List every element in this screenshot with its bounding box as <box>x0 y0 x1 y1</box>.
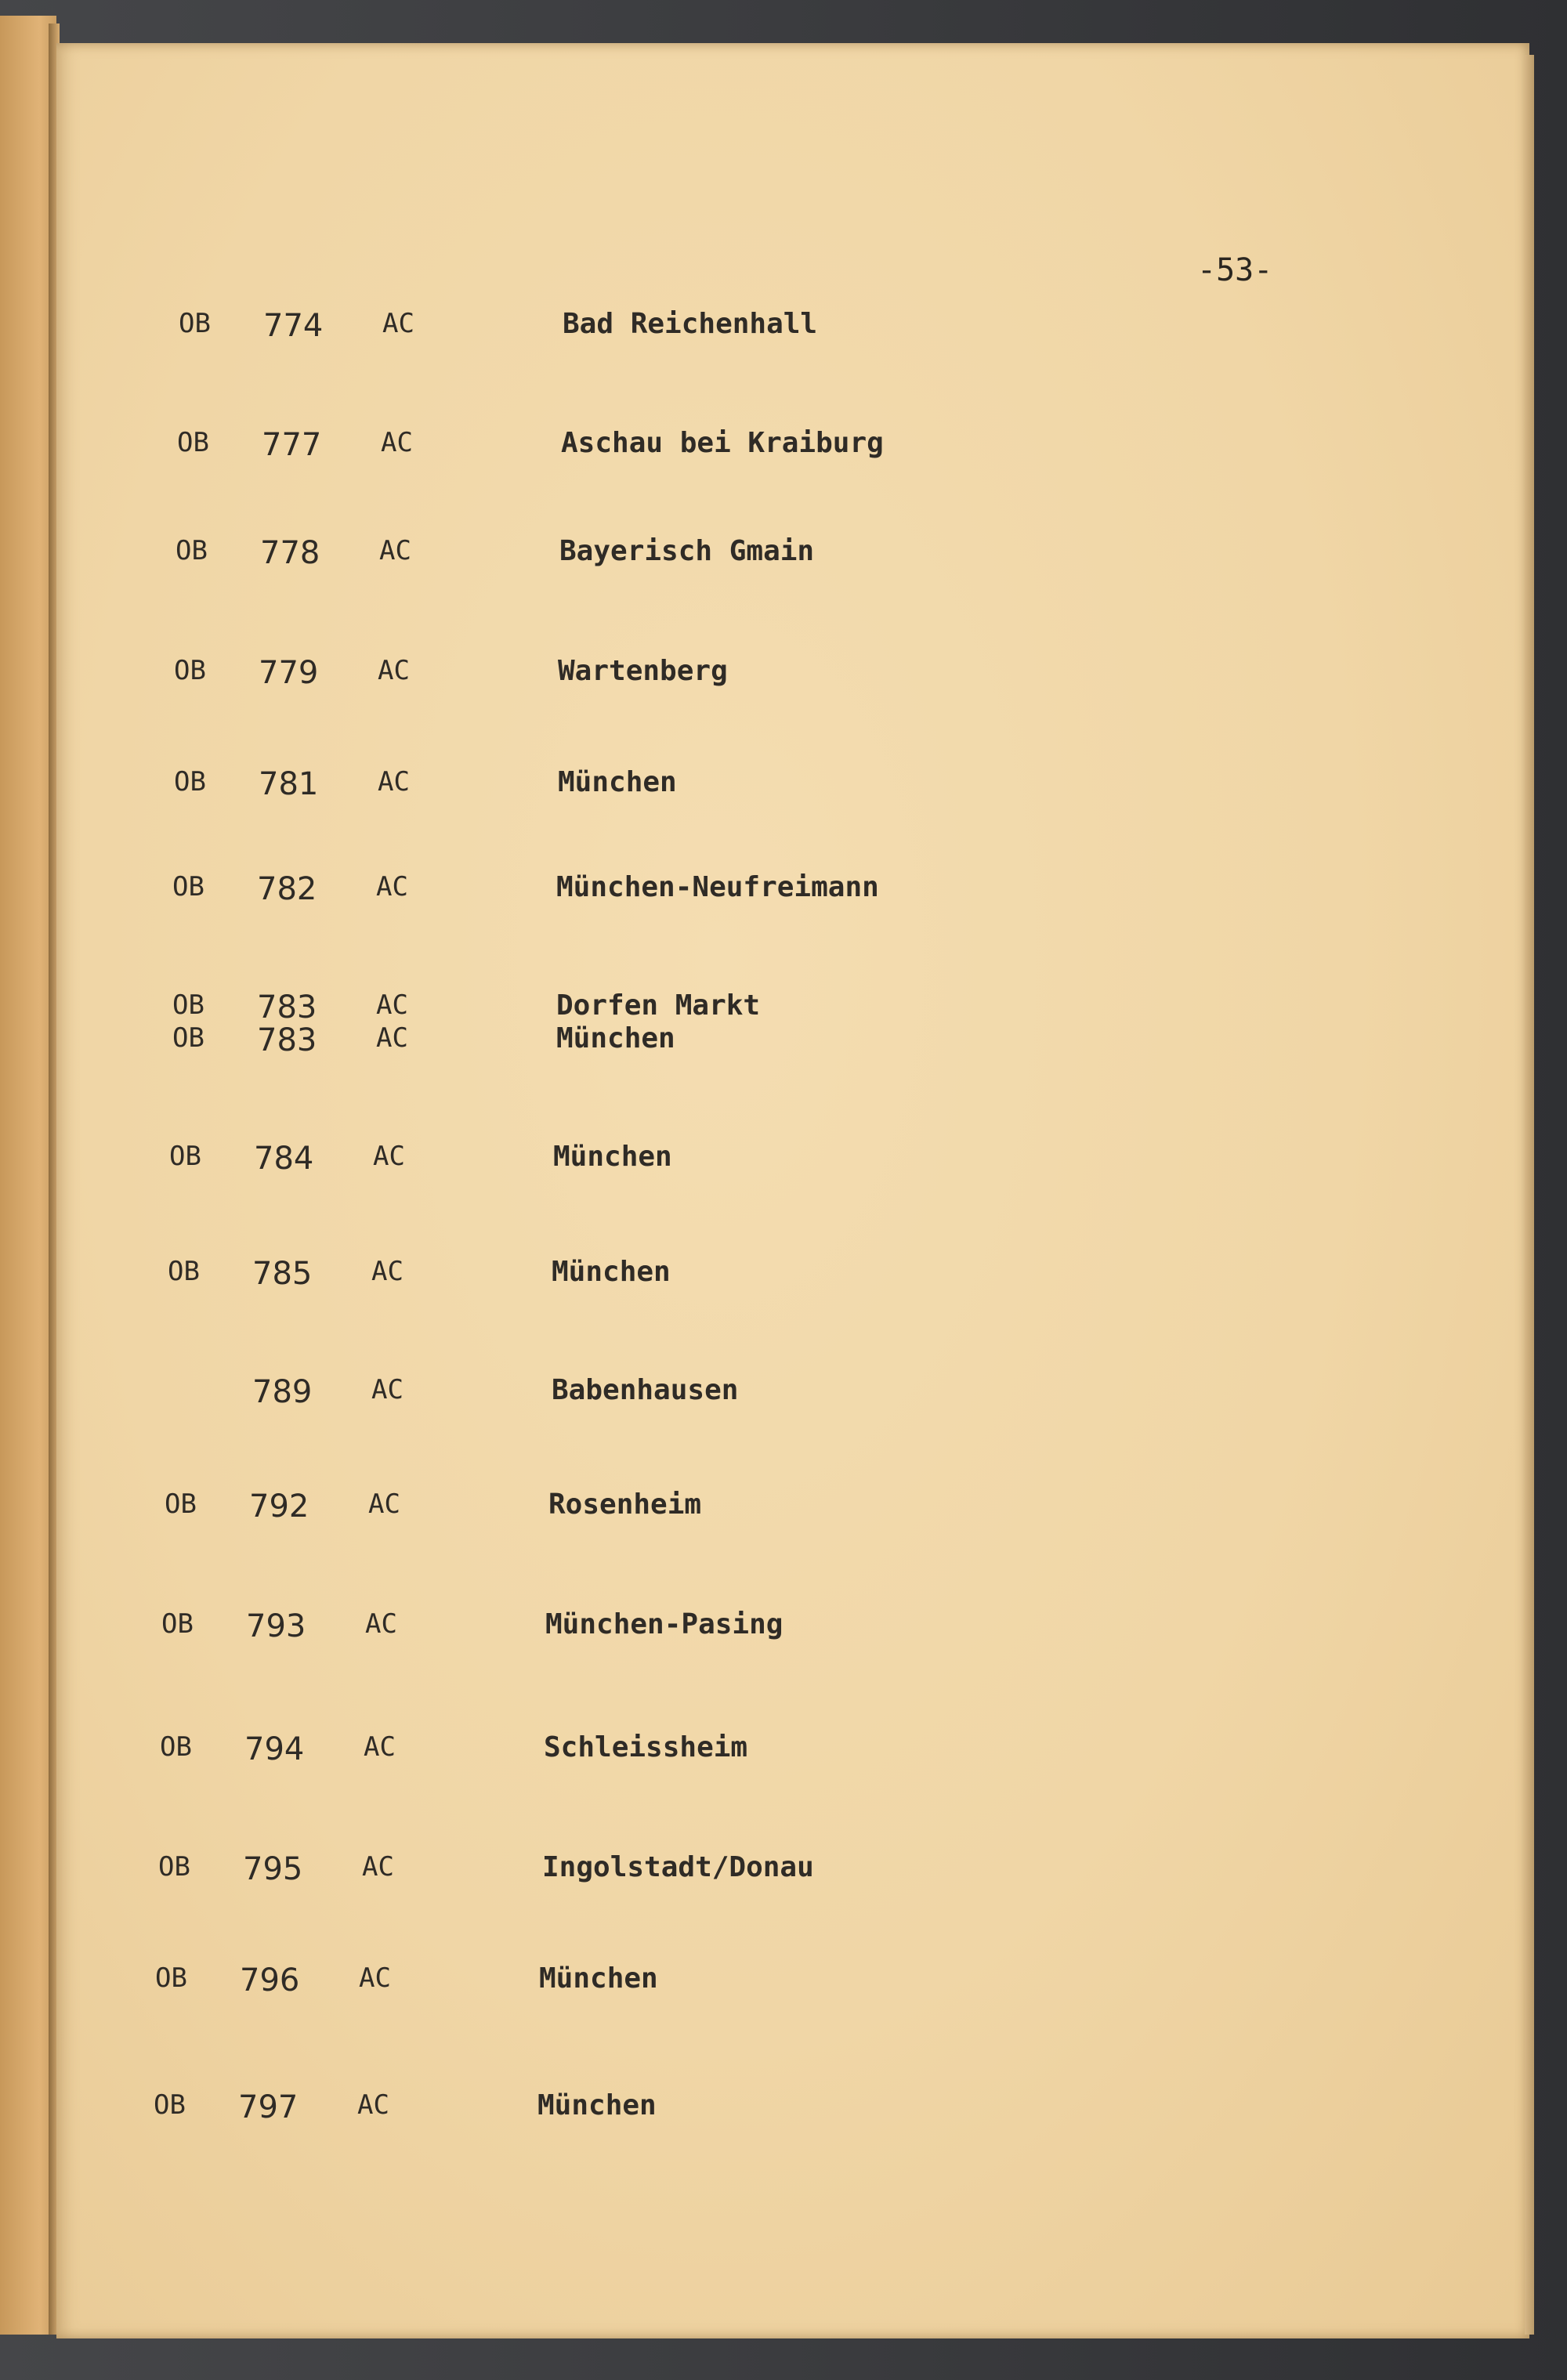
entry-row <box>172 1022 1191 1062</box>
entry-number: 778 <box>260 535 320 571</box>
entry-number: 784 <box>254 1141 314 1177</box>
region-code: OB <box>160 1731 192 1763</box>
entry-row <box>161 1608 1180 1648</box>
type-code: AC <box>359 1962 391 1994</box>
place-name: Ingolstadt/Donau <box>542 1851 814 1883</box>
type-code: AC <box>357 2089 389 2121</box>
region-code: OB <box>169 1141 201 1172</box>
type-code: AC <box>368 1488 400 1520</box>
entry-number: 785 <box>252 1256 313 1292</box>
entry-number: 793 <box>246 1608 306 1644</box>
type-code: AC <box>371 1256 404 1287</box>
type-code: AC <box>376 989 408 1021</box>
type-code: AC <box>381 427 413 458</box>
entry-number: 792 <box>249 1488 309 1525</box>
place-name: Dorfen Markt <box>556 989 761 1022</box>
entry-number: 794 <box>244 1731 305 1767</box>
entry-row <box>155 1962 1174 2002</box>
region-code: OB <box>176 535 208 566</box>
region-code: OB <box>177 427 209 458</box>
entry-number: 783 <box>257 989 317 1025</box>
place-name: Aschau bei Kraiburg <box>561 427 884 459</box>
entry-row <box>169 1141 1188 1180</box>
entry-number: 797 <box>238 2089 299 2125</box>
entry-number: 779 <box>259 655 319 691</box>
entry-row <box>176 535 1194 574</box>
entry-number: 774 <box>263 308 324 344</box>
region-code: OB <box>161 1608 194 1640</box>
entry-number: 783 <box>257 1022 317 1058</box>
entry-row <box>160 1731 1178 1771</box>
page-edge <box>1525 55 1534 2335</box>
region-code: OB <box>168 1256 200 1287</box>
place-name: München-Pasing <box>545 1608 784 1640</box>
region-code: OB <box>174 655 206 686</box>
place-name: München <box>539 1962 658 1995</box>
type-code: AC <box>364 1731 396 1763</box>
place-name: Babenhausen <box>552 1374 739 1406</box>
region-code: OB <box>174 766 206 798</box>
place-name: München <box>553 1141 672 1173</box>
entry-number: 782 <box>257 871 317 907</box>
type-code: AC <box>365 1608 397 1640</box>
entry-row <box>177 427 1196 466</box>
type-code: AC <box>379 535 411 566</box>
type-code: AC <box>378 655 410 686</box>
type-code: AC <box>378 766 410 798</box>
entry-number: 789 <box>252 1374 313 1410</box>
entry-row <box>172 871 1191 910</box>
place-name: Schleissheim <box>544 1731 748 1763</box>
type-code: AC <box>376 1022 408 1054</box>
place-name: Rosenheim <box>548 1488 702 1521</box>
entry-row <box>174 766 1192 805</box>
entry-row <box>174 655 1192 694</box>
entry-number: 781 <box>259 766 319 802</box>
entry-row <box>168 1256 1186 1295</box>
entry-row <box>158 1851 1177 1890</box>
entry-row <box>154 2089 1172 2129</box>
place-name: München <box>556 1022 675 1054</box>
entry-number: 795 <box>243 1851 303 1887</box>
region-code: OB <box>172 1022 204 1054</box>
type-code: AC <box>373 1141 405 1172</box>
place-name: München-Neufreimann <box>556 871 879 903</box>
entry-row <box>168 1374 1186 1413</box>
place-name: Wartenberg <box>558 655 728 687</box>
type-code: AC <box>362 1851 394 1883</box>
region-code: OB <box>155 1962 187 1994</box>
entry-number: 796 <box>240 1962 300 1998</box>
region-code: OB <box>154 2089 186 2121</box>
type-code: AC <box>371 1374 404 1405</box>
region-code: OB <box>172 989 204 1021</box>
place-name: Bad Reichenhall <box>563 308 818 340</box>
region-code: OB <box>172 871 204 902</box>
page-number: -53- <box>1197 252 1273 288</box>
type-code: AC <box>376 871 408 902</box>
place-name: München <box>552 1256 671 1288</box>
region-code: OB <box>165 1488 197 1520</box>
entry-number: 777 <box>262 427 322 463</box>
entry-row <box>179 308 1197 347</box>
place-name: Bayerisch Gmain <box>559 535 815 567</box>
region-code: OB <box>179 308 211 339</box>
entry-row <box>165 1488 1183 1528</box>
place-name: München <box>558 766 677 798</box>
type-code: AC <box>382 308 414 339</box>
region-code: OB <box>158 1851 190 1883</box>
place-name: München <box>537 2089 657 2121</box>
